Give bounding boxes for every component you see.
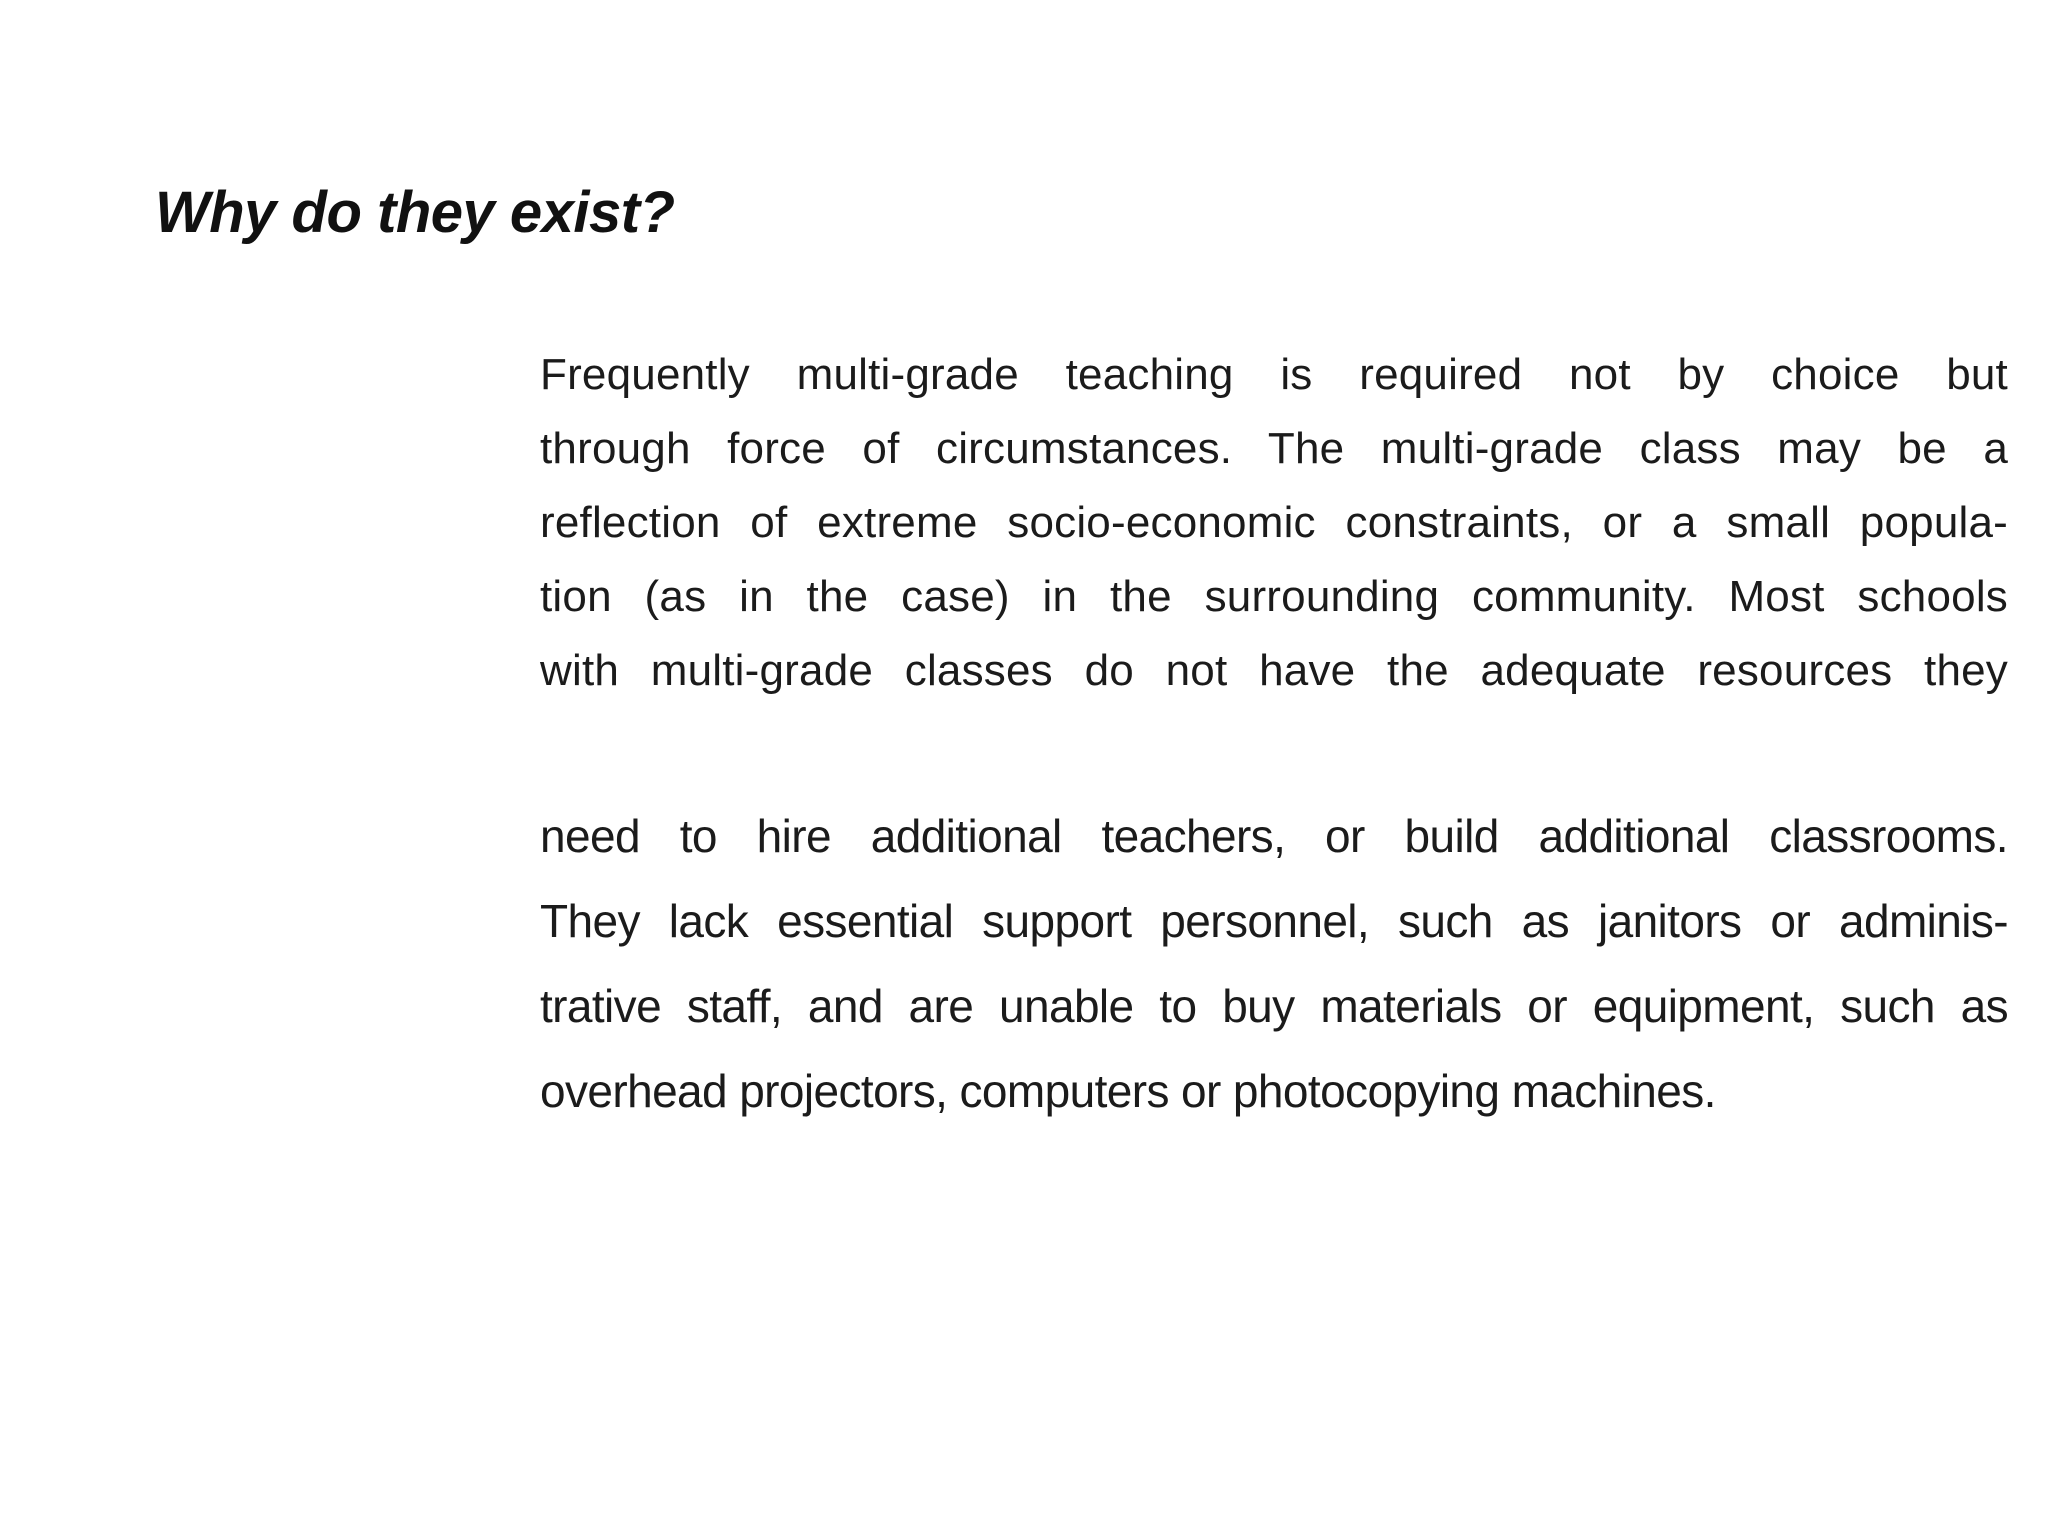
text-line: trative staff, and are unable to buy materials or equipment, such as xyxy=(540,980,2008,1032)
paragraph-first-part xyxy=(540,338,2008,708)
text-line: through force of circumstances. The multi-grade class may be a xyxy=(540,424,2008,473)
section-heading: Why do they exist? xyxy=(155,180,675,245)
text-line: reflection of extreme socio-economic constraints, or a small popula- xyxy=(540,498,2008,547)
text-line: tion (as in the case) in the surrounding community. Most schools xyxy=(540,572,2008,621)
text-line: with multi-grade classes do not have the adequate resources they xyxy=(540,646,2008,695)
text-line: They lack essential support personnel, such as janitors or adminis- xyxy=(540,895,2008,947)
paragraph-second-part xyxy=(540,794,2008,1134)
text-line: overhead projectors, computers or photocopying machines. xyxy=(540,1065,1716,1117)
text-line: Frequently multi-grade teaching is required not by choice but xyxy=(540,350,2008,399)
text-line: need to hire additional teachers, or build additional classrooms. xyxy=(540,810,2008,862)
